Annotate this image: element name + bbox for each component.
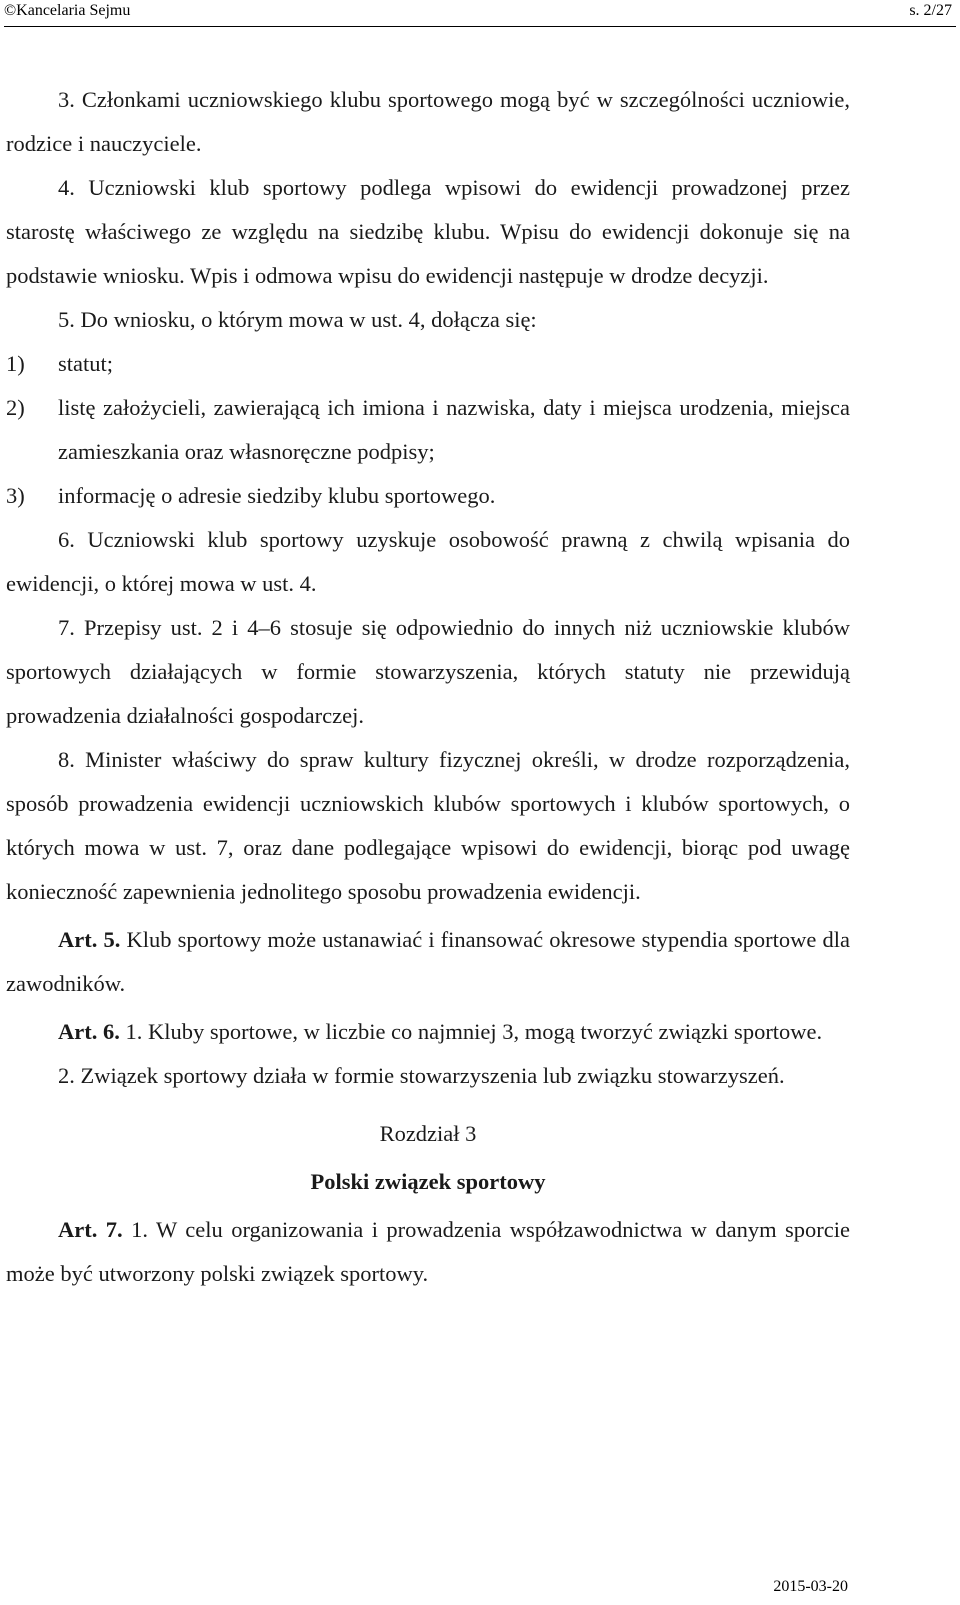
page-header	[4, 0, 956, 27]
article-7-label: Art. 7.	[58, 1217, 123, 1242]
list-item-number: 1)	[6, 351, 25, 376]
paragraph-4: 4. Uczniowski klub sportowy podlega wpisowi do ewidencji prowadzonej przez starostę właściwego ze względu na siedzibę klubu. Wpisu do ewidencji dokonuje się na podstawie wniosku. Wpis i odmowa wpisu do ewidencji następuje w drodze decyzji.	[6, 175, 850, 288]
article-6-paragraph-2: 2. Związek sportowy działa w formie stowarzyszenia lub związku stowarzyszeń.	[58, 1063, 785, 1088]
article-5-label: Art. 5.	[58, 927, 121, 952]
paragraph-6: 6. Uczniowski klub sportowy uzyskuje osobowość prawną z chwilą wpisania do ewidencji, o której mowa w ust. 4.	[6, 527, 850, 596]
paragraph-8: 8. Minister właściwy do spraw kultury fizycznej określi, w drodze rozporządzenia, sposób prowadzenia ewidencji uczniowskich klubów sportowych i klubów sportowych, o których mowa w ust. 7, oraz dane podlegające wpisowi do ewidencji, biorąc pod uwagę konieczność zapewnienia jednolitego sposobu prowadzenia ewidencji.	[6, 747, 850, 904]
paragraph-3: 3. Członkami uczniowskiego klubu sportowego mogą być w szczególności uczniowie, rodzice i nauczyciele.	[6, 87, 850, 156]
chapter-number: Rozdział 3	[379, 1121, 477, 1146]
list-item-number: 3)	[6, 483, 25, 508]
paragraph-7: 7. Przepisy ust. 2 i 4–6 stosuje się odpowiednio do innych niż uczniowskie klubów sportowych działających w formie stowarzyszenia, których statuty nie przewidują prowadzenia działalności gospodarczej.	[6, 615, 850, 728]
article-7-paragraph-1	[6, 1208, 850, 1296]
document-body	[6, 78, 850, 1296]
chapter-title: Polski związek sportowy	[310, 1169, 546, 1194]
list-item	[6, 474, 850, 518]
list-item-number: 2)	[6, 395, 25, 420]
page-footer-date: 2015-03-20	[773, 1578, 848, 1595]
list-item	[6, 386, 850, 474]
article-6-paragraph-1	[6, 1010, 850, 1054]
article-6-paragraph-1-text: 1. Kluby sportowe, w liczbie co najmniej 3, mogą tworzyć związki sportowe.	[125, 1019, 823, 1044]
paragraph-5: 5. Do wniosku, o którym mowa w ust. 4, dołącza się:	[58, 307, 537, 332]
page-number: s. 2/27	[909, 2, 952, 19]
article-6-label: Art. 6.	[58, 1019, 120, 1044]
list-item	[6, 342, 850, 386]
list-item-text: statut;	[58, 351, 113, 376]
article-7-paragraph-1-text: 1. W celu organizowania i prowadzenia współzawodnictwa w danym sporcie może być utworzony polski związek sportowy.	[6, 1217, 850, 1286]
article-5	[6, 918, 850, 1006]
article-5-text: Klub sportowy może ustanawiać i finansować okresowe stypendia sportowe dla zawodników.	[6, 927, 850, 996]
copyright-label: ©Kancelaria Sejmu	[4, 2, 131, 19]
list-item-text: listę założycieli, zawierającą ich imiona i nazwiska, daty i miejsca urodzenia, miejsca zamieszkania oraz własnoręczne podpisy;	[58, 395, 850, 464]
list-item-text: informację o adresie siedziby klubu sportowego.	[58, 483, 496, 508]
